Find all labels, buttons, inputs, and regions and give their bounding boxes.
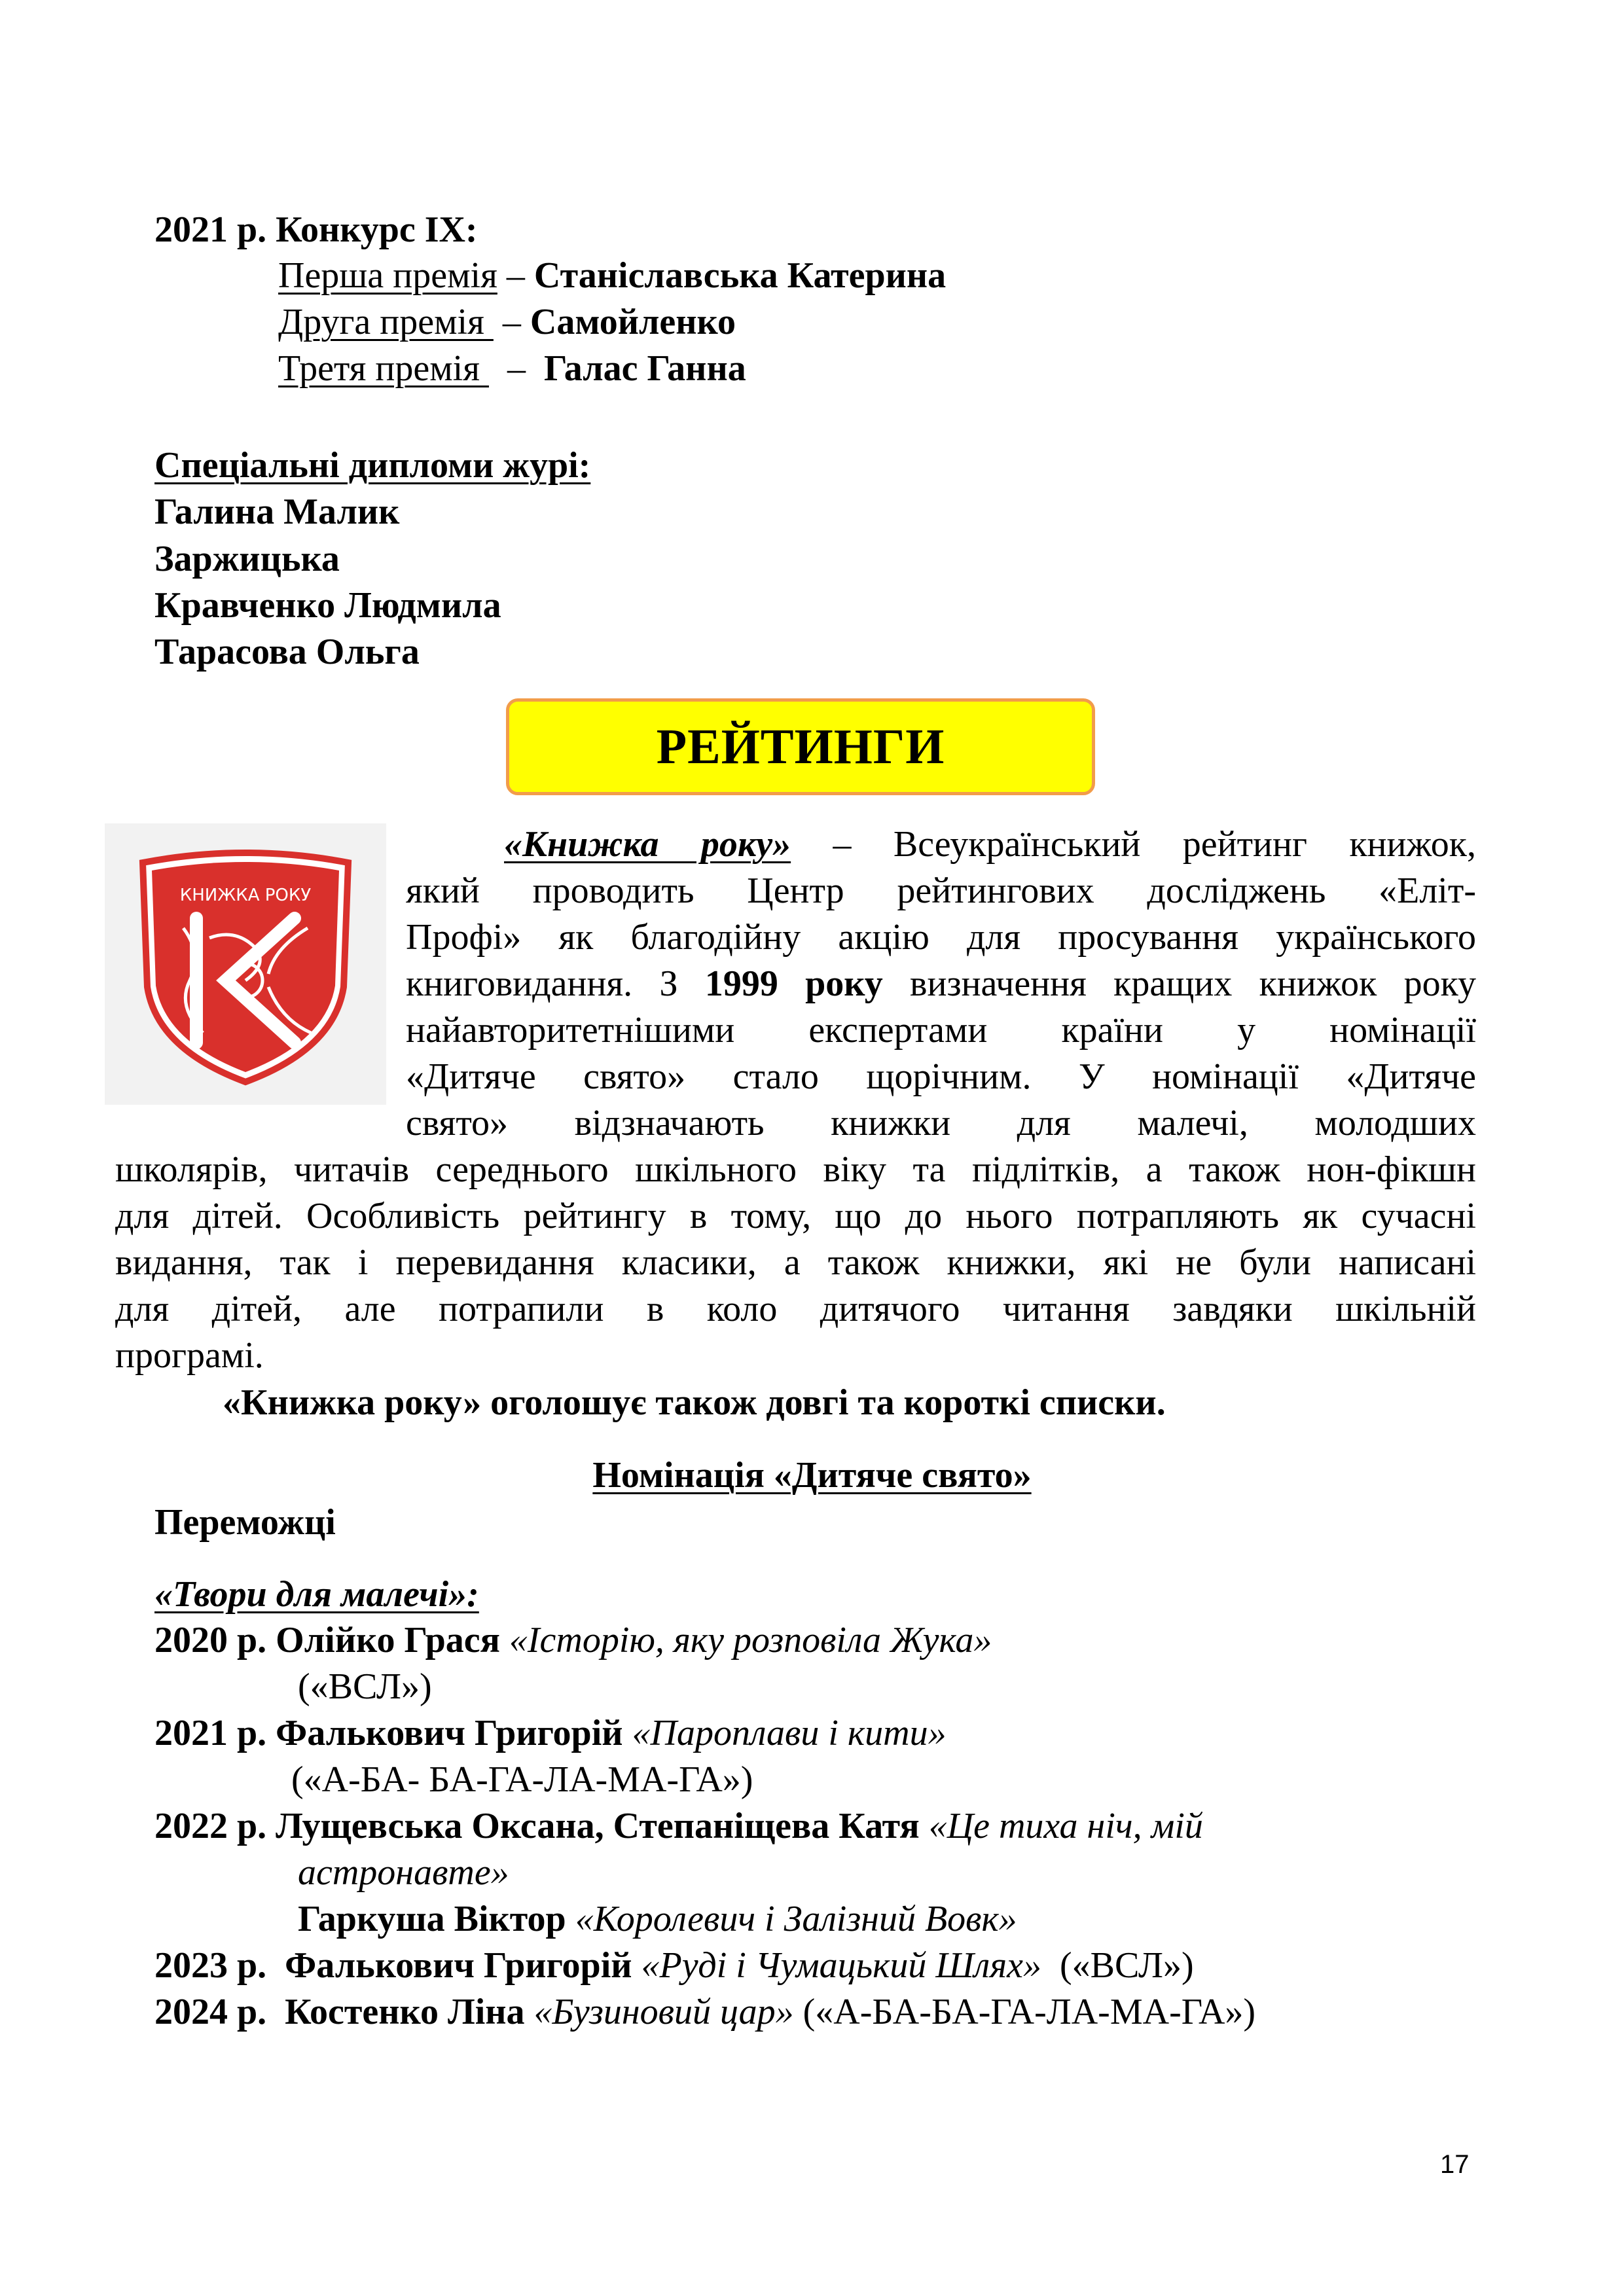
rating-line: для дітей, але потрапили в коло дитячого читання завдяки шкільній	[115, 1289, 1476, 1329]
special-name: Заржицька	[154, 539, 340, 579]
prize-dash: –	[493, 302, 530, 342]
prize-row-1	[278, 252, 946, 299]
entry-year: 2020 р.	[154, 1620, 267, 1660]
entry-year: 2022 р.	[154, 1806, 267, 1846]
prize-winner: Галас Ганна	[544, 348, 746, 389]
rating-line: найавторитетнішими експертами країни у номінації	[406, 1010, 1476, 1050]
winners-label: Переможці	[154, 1502, 336, 1543]
entry-year: 2024 р.	[154, 1992, 267, 2032]
prize-winner: Самойленко	[530, 302, 736, 342]
prize-dash: –	[489, 348, 544, 389]
entry-year: 2023 р.	[154, 1945, 267, 1986]
entry-author: Костенко Ліна	[285, 1992, 525, 2032]
rating-year: 1999 року	[704, 963, 883, 1004]
entry-author: Лущевська Оксана, Степаніщева Катя	[276, 1806, 920, 1846]
prize-row-2	[278, 298, 736, 346]
rating-line: який проводить Центр рейтингових досліджень «Еліт-	[406, 870, 1476, 911]
kniga-roku-term: «Книжка року»	[504, 824, 791, 865]
ratings-banner	[506, 698, 1095, 795]
rating-line: «Дитяче свято» стало щорічним. У номінації «Дитяче	[406, 1056, 1476, 1097]
rating-line: програмі.	[115, 1335, 264, 1376]
entry-2020	[154, 1617, 992, 1664]
prize-label: Перша премія	[278, 255, 497, 296]
rating-text: книговидання. З	[406, 963, 705, 1004]
rating-line: для дітей. Особливість рейтингу в тому, що до нього потрапляють як сучасні	[115, 1196, 1476, 1236]
entry-author: Фалькович Григорій	[285, 1945, 632, 1986]
entry-2023	[154, 1942, 1194, 1989]
rating-text: – Всеукраїнський рейтинг книжок,	[791, 824, 1476, 865]
entry-2022-second	[298, 1895, 1017, 1943]
special-diplomas-heading: Спеціальні дипломи журі:	[154, 445, 591, 486]
entry-title: «Бузиновий цар»	[533, 1992, 794, 2032]
entry-title: «Руді і Чумацький Шлях»	[641, 1945, 1042, 1986]
ratings-banner-title: РЕЙТИНГИ	[656, 719, 945, 774]
lists-note: «Книжка року» оголошує також довгі та короткі списки.	[223, 1382, 1166, 1423]
rating-line: Профі» як благодійну акцію для просування українського	[406, 917, 1476, 958]
entry-author: Гаркуша Віктор	[298, 1899, 566, 1939]
rating-text: визначення кращих книжок року	[882, 963, 1476, 1004]
nomination-title: Номінація «Дитяче свято»	[592, 1455, 1032, 1496]
rating-line: свято» відзначають книжки для малечі, молодших	[406, 1103, 1476, 1143]
rating-line: видання, так і перевидання класики, а також книжки, які не були написані	[115, 1242, 1476, 1283]
logo-text: КНИЖКА РОКУ	[179, 886, 312, 905]
entry-publisher: («ВСЛ»)	[1060, 1945, 1194, 1986]
prize-winner: Станіславська Катерина	[533, 255, 947, 296]
prize-label: Друга премія	[278, 302, 494, 342]
kniga-roku-shield-icon	[105, 823, 386, 1105]
entry-year: 2021 р.	[154, 1713, 267, 1753]
prize-dash: –	[497, 255, 534, 296]
entry-title: «Історію, яку розповіла Жука»	[509, 1620, 992, 1660]
page-number: 17	[1440, 2150, 1470, 2179]
entry-2022	[154, 1803, 1203, 1850]
contest-heading: 2021 р. Конкурс ІХ:	[154, 209, 478, 250]
entry-author: Олійко Грася	[276, 1620, 500, 1660]
entry-publisher: («ВСЛ»)	[298, 1666, 432, 1707]
prize-row-3	[278, 345, 746, 392]
entry-2024	[154, 1988, 1255, 2036]
kniga-roku-logo	[105, 823, 386, 1105]
prize-label: Третя премія	[278, 348, 489, 389]
entry-title: «Це тиха ніч, мій	[928, 1806, 1203, 1846]
rating-line: школярів, читачів середнього шкільного віку та підлітків, а також нон-фікшн	[115, 1149, 1476, 1190]
special-name: Кравченко Людмила	[154, 585, 501, 626]
entry-publisher: («А-БА- БА-ГА-ЛА-МА-ГА»)	[291, 1759, 753, 1800]
entry-title: «Королевич і Залізний Вовк»	[575, 1899, 1017, 1939]
special-name: Галина Малик	[154, 492, 400, 532]
rating-line	[406, 961, 1476, 1007]
entry-author: Фалькович Григорій	[276, 1713, 623, 1753]
entry-title-cont: астронавте»	[298, 1852, 509, 1893]
special-name: Тарасова Ольга	[154, 632, 420, 672]
entry-2021	[154, 1710, 947, 1757]
entry-publisher: («А-БА-БА-ГА-ЛА-МА-ГА»)	[803, 1992, 1256, 2032]
rating-line	[406, 821, 1476, 868]
entry-title: «Пароплави і кити»	[632, 1713, 947, 1753]
category-title: «Твори для малечі»:	[154, 1574, 479, 1615]
